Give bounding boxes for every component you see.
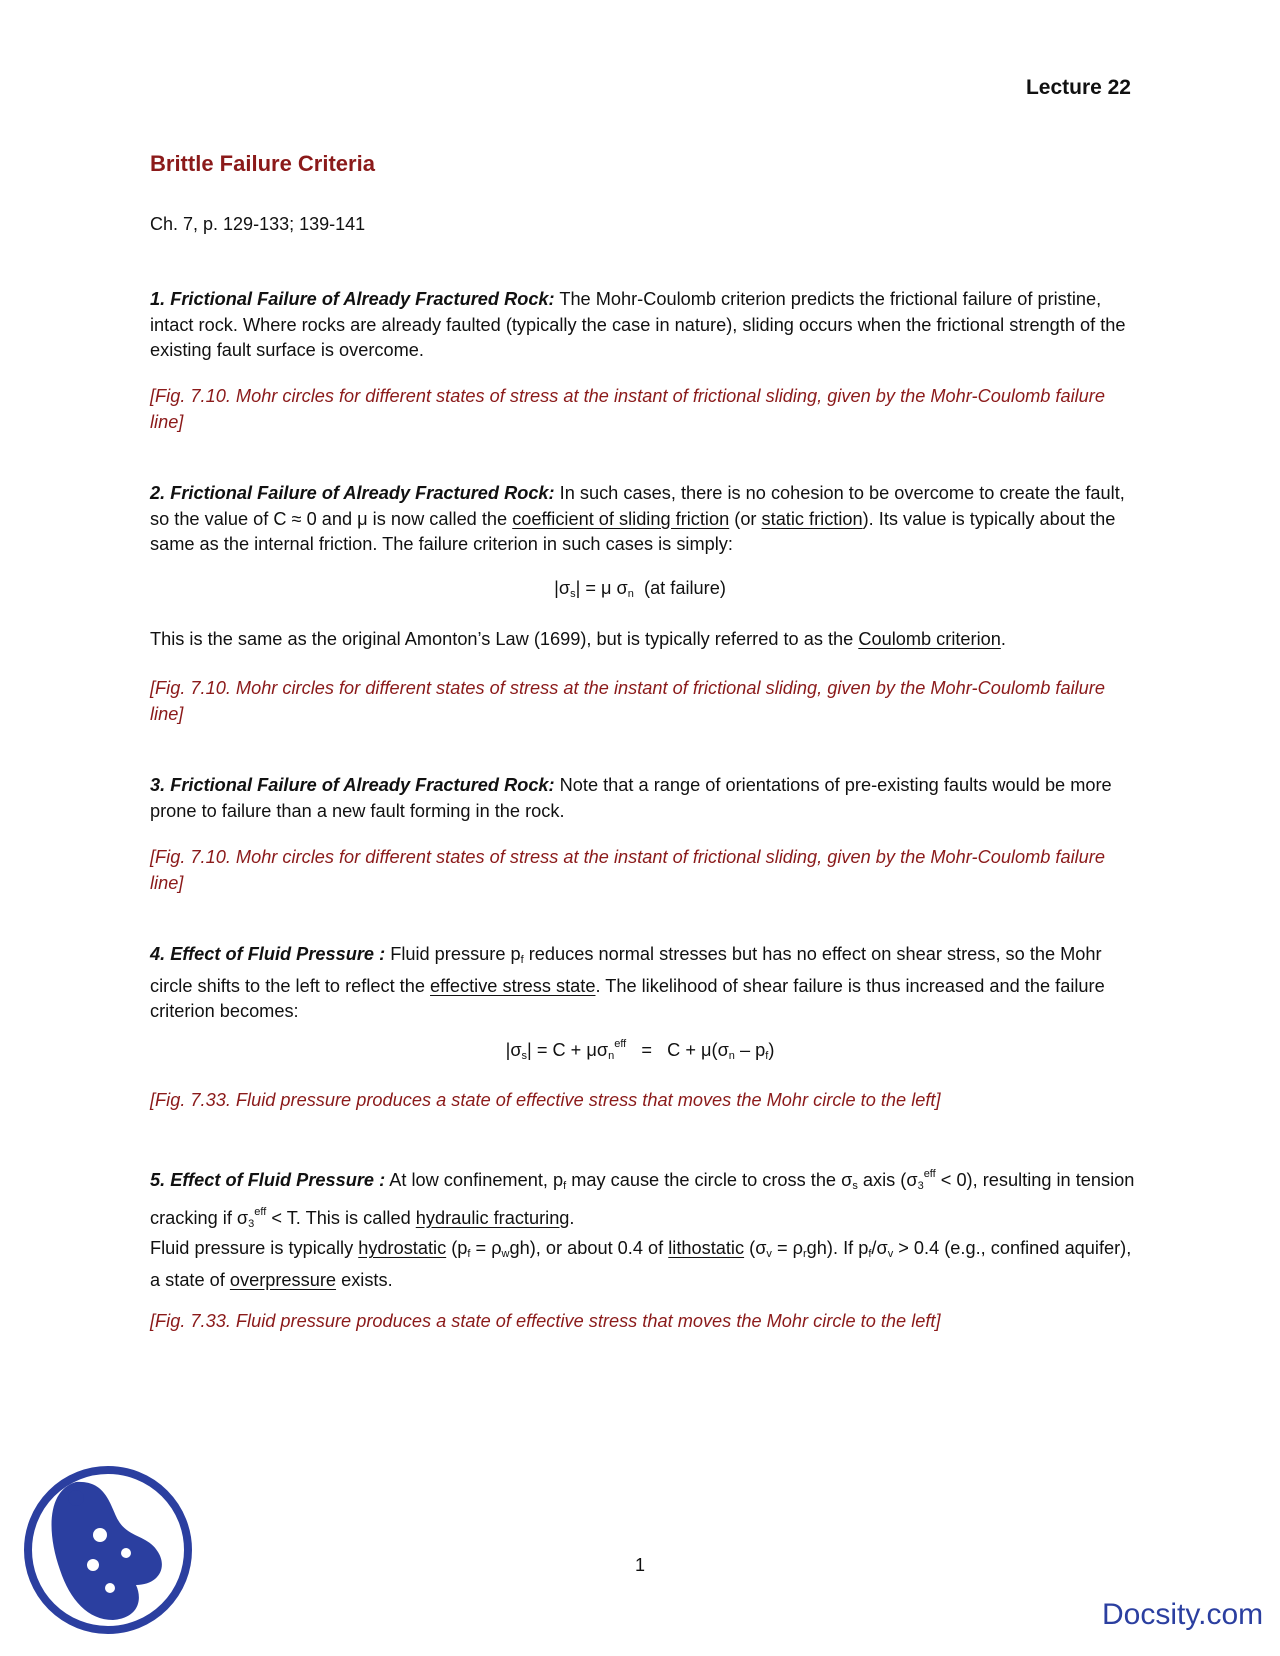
subscript: v <box>887 1248 894 1260</box>
eq-part: |σ <box>505 1040 522 1060</box>
section-2-text: (or <box>729 508 762 529</box>
section-4-paragraph <box>150 942 1135 1025</box>
section-1-figure-caption: [Fig. 7.10. Mohr circles for different states of stress at the instant of frictional sliding, given by the Mohr-Coulomb failure line] <box>150 386 1105 432</box>
term-hydraulic-fracturing: hydraulic fracturing <box>415 1207 570 1228</box>
section-4-text: . The likelihood of shear failure is thus increased and the failure criterion becomes: <box>150 975 1105 1021</box>
section-1-lead: 1. Frictional Failure of Already Fractured Rock: <box>150 289 555 309</box>
eq-part: = C + μ(σ <box>626 1040 729 1060</box>
term-hydrostatic: hydrostatic <box>358 1238 447 1258</box>
section-3-figure-caption: [Fig. 7.10. Mohr circles for different states of stress at the instant of frictional sliding, given by the Mohr-Coulomb failure line] <box>150 847 1105 893</box>
superscript: eff <box>923 1168 936 1180</box>
paragraph-text: /σ <box>871 1238 888 1258</box>
section-3-lead: 3. Frictional Failure of Already Fractured Rock: <box>150 775 555 795</box>
section-2-text: In such cases, there is no cohesion to be overcome to create the fault, so the value of C ≈ 0 and μ is now called the <box>150 483 1125 529</box>
chapter-reference: Ch. 7, p. 129-133; 139-141 <box>150 214 366 234</box>
subscript: s <box>852 1180 858 1192</box>
subscript: r <box>803 1248 807 1260</box>
term-lithostatic: lithostatic <box>668 1238 745 1258</box>
section-1-text: The Mohr-Coulomb criterion predicts the frictional failure of pristine, intact rock. Where rocks are already faulted (typically the case in nature), sliding occurs when the frictional strength of the existing fault surface is overcome. <box>150 289 1126 360</box>
section-5-text: < 0), resulting in tension cracking if σ <box>150 1170 1135 1228</box>
section-5-text: . <box>569 1207 575 1228</box>
term-coulomb-criterion: Coulomb criterion <box>858 629 1001 649</box>
subscript: v <box>766 1248 772 1260</box>
paragraph-text: This is the same as the original Amonton’s Law (1699), but is typically referred to as the <box>150 629 859 649</box>
section-4-lead: 4. Effect of Fluid Pressure : <box>150 944 386 964</box>
section-3-text: Note that a range of orientations of pre-existing faults would be more prone to failure than a new fault forming in the rock. <box>150 775 1112 821</box>
section-5-text: At low confinement, p <box>385 1170 564 1190</box>
page-title: Brittle Failure Criteria <box>150 151 375 176</box>
eq-sup: eff <box>614 1038 627 1050</box>
eq-part: ) <box>768 1040 775 1060</box>
page-number: 1 <box>634 1555 645 1575</box>
section-5-lead: 5. Effect of Fluid Pressure : <box>150 1170 386 1190</box>
eq-part: (at failure) <box>633 578 726 598</box>
eq-part: – p <box>734 1040 766 1060</box>
paragraph-text: (σ <box>744 1238 767 1258</box>
section-2-lead: 2. Frictional Failure of Already Fractured Rock: <box>150 483 555 503</box>
section-3-paragraph <box>150 773 1135 824</box>
paragraph-text: gh), or about 0.4 of <box>509 1238 669 1258</box>
eq-sub: n <box>627 588 634 600</box>
paragraph-text: (p <box>446 1238 468 1258</box>
section-2-figure-caption: [Fig. 7.10. Mohr circles for different states of stress at the instant of frictional sliding, given by the Mohr-Coulomb failure line] <box>150 678 1105 724</box>
eq-sub: f <box>765 1050 769 1062</box>
eq-sub: s <box>570 588 576 600</box>
term-static-friction: static friction <box>761 508 863 529</box>
section-4-text: reduces normal stresses but has no effect on shear stress, so the Mohr circle shifts to the left to reflect the <box>150 944 1102 996</box>
subscript: 3 <box>917 1180 924 1192</box>
term-sliding-friction: coefficient of sliding friction <box>512 508 730 529</box>
paragraph-text: gh). If p <box>806 1238 869 1258</box>
term-effective-stress-state: effective stress state <box>430 975 596 996</box>
subscript: w <box>501 1248 510 1260</box>
paragraph-text: > 0.4 (e.g., confined aquifer), a state of <box>150 1238 1132 1290</box>
equation-friction <box>0 578 1280 600</box>
section-1-paragraph <box>150 287 1135 364</box>
section-5-paragraph <box>150 1162 1135 1237</box>
docsity-watermark: Docsity.com <box>1102 1598 1264 1631</box>
section-2-amonton-paragraph <box>150 627 1135 653</box>
subscript: 3 <box>248 1217 255 1230</box>
section-2-text: ). Its value is typically about the same as the internal friction. The failure criterion in such cases is simply: <box>150 508 1116 554</box>
lecture-label: Lecture 22 <box>1025 76 1131 99</box>
section-5-text: axis (σ <box>857 1170 918 1190</box>
section-5-figure-caption: [Fig. 7.33. Fluid pressure produces a state of effective stress that moves the Mohr circle to the left] <box>150 1311 941 1331</box>
eq-part: | = μ σ <box>575 578 628 598</box>
equation-fluid-pressure <box>0 1038 1280 1062</box>
subscript: f <box>520 954 524 966</box>
subscript: f <box>467 1248 471 1260</box>
term-overpressure: overpressure <box>229 1269 337 1290</box>
eq-sub: n <box>728 1050 735 1062</box>
eq-part: |σ <box>554 578 571 598</box>
paragraph-text: . <box>1000 629 1006 649</box>
section-5-text: < T. This is called <box>266 1207 416 1228</box>
eq-sub: s <box>521 1050 528 1062</box>
paragraph-text: = ρ <box>771 1238 803 1258</box>
eq-sub: n <box>608 1050 615 1062</box>
eq-part: | = C + μσ <box>527 1040 609 1060</box>
section-4-text: Fluid pressure p <box>385 944 521 964</box>
section-5-text: may cause the circle to cross the σ <box>566 1170 853 1190</box>
section-4-figure-caption: [Fig. 7.33. Fluid pressure produces a state of effective stress that moves the Mohr circle to the left] <box>150 1090 941 1110</box>
paragraph-text: Fluid pressure is typically <box>150 1238 359 1258</box>
paragraph-text: exists. <box>336 1269 393 1290</box>
subscript: f <box>563 1180 567 1192</box>
docsity-logo-icon <box>18 1460 193 1640</box>
paragraph-text: = ρ <box>470 1238 502 1258</box>
superscript: eff <box>254 1205 267 1218</box>
subscript: f <box>868 1248 872 1260</box>
section-2-paragraph <box>150 481 1135 558</box>
section-5-fluid-pressure-paragraph <box>150 1236 1135 1293</box>
